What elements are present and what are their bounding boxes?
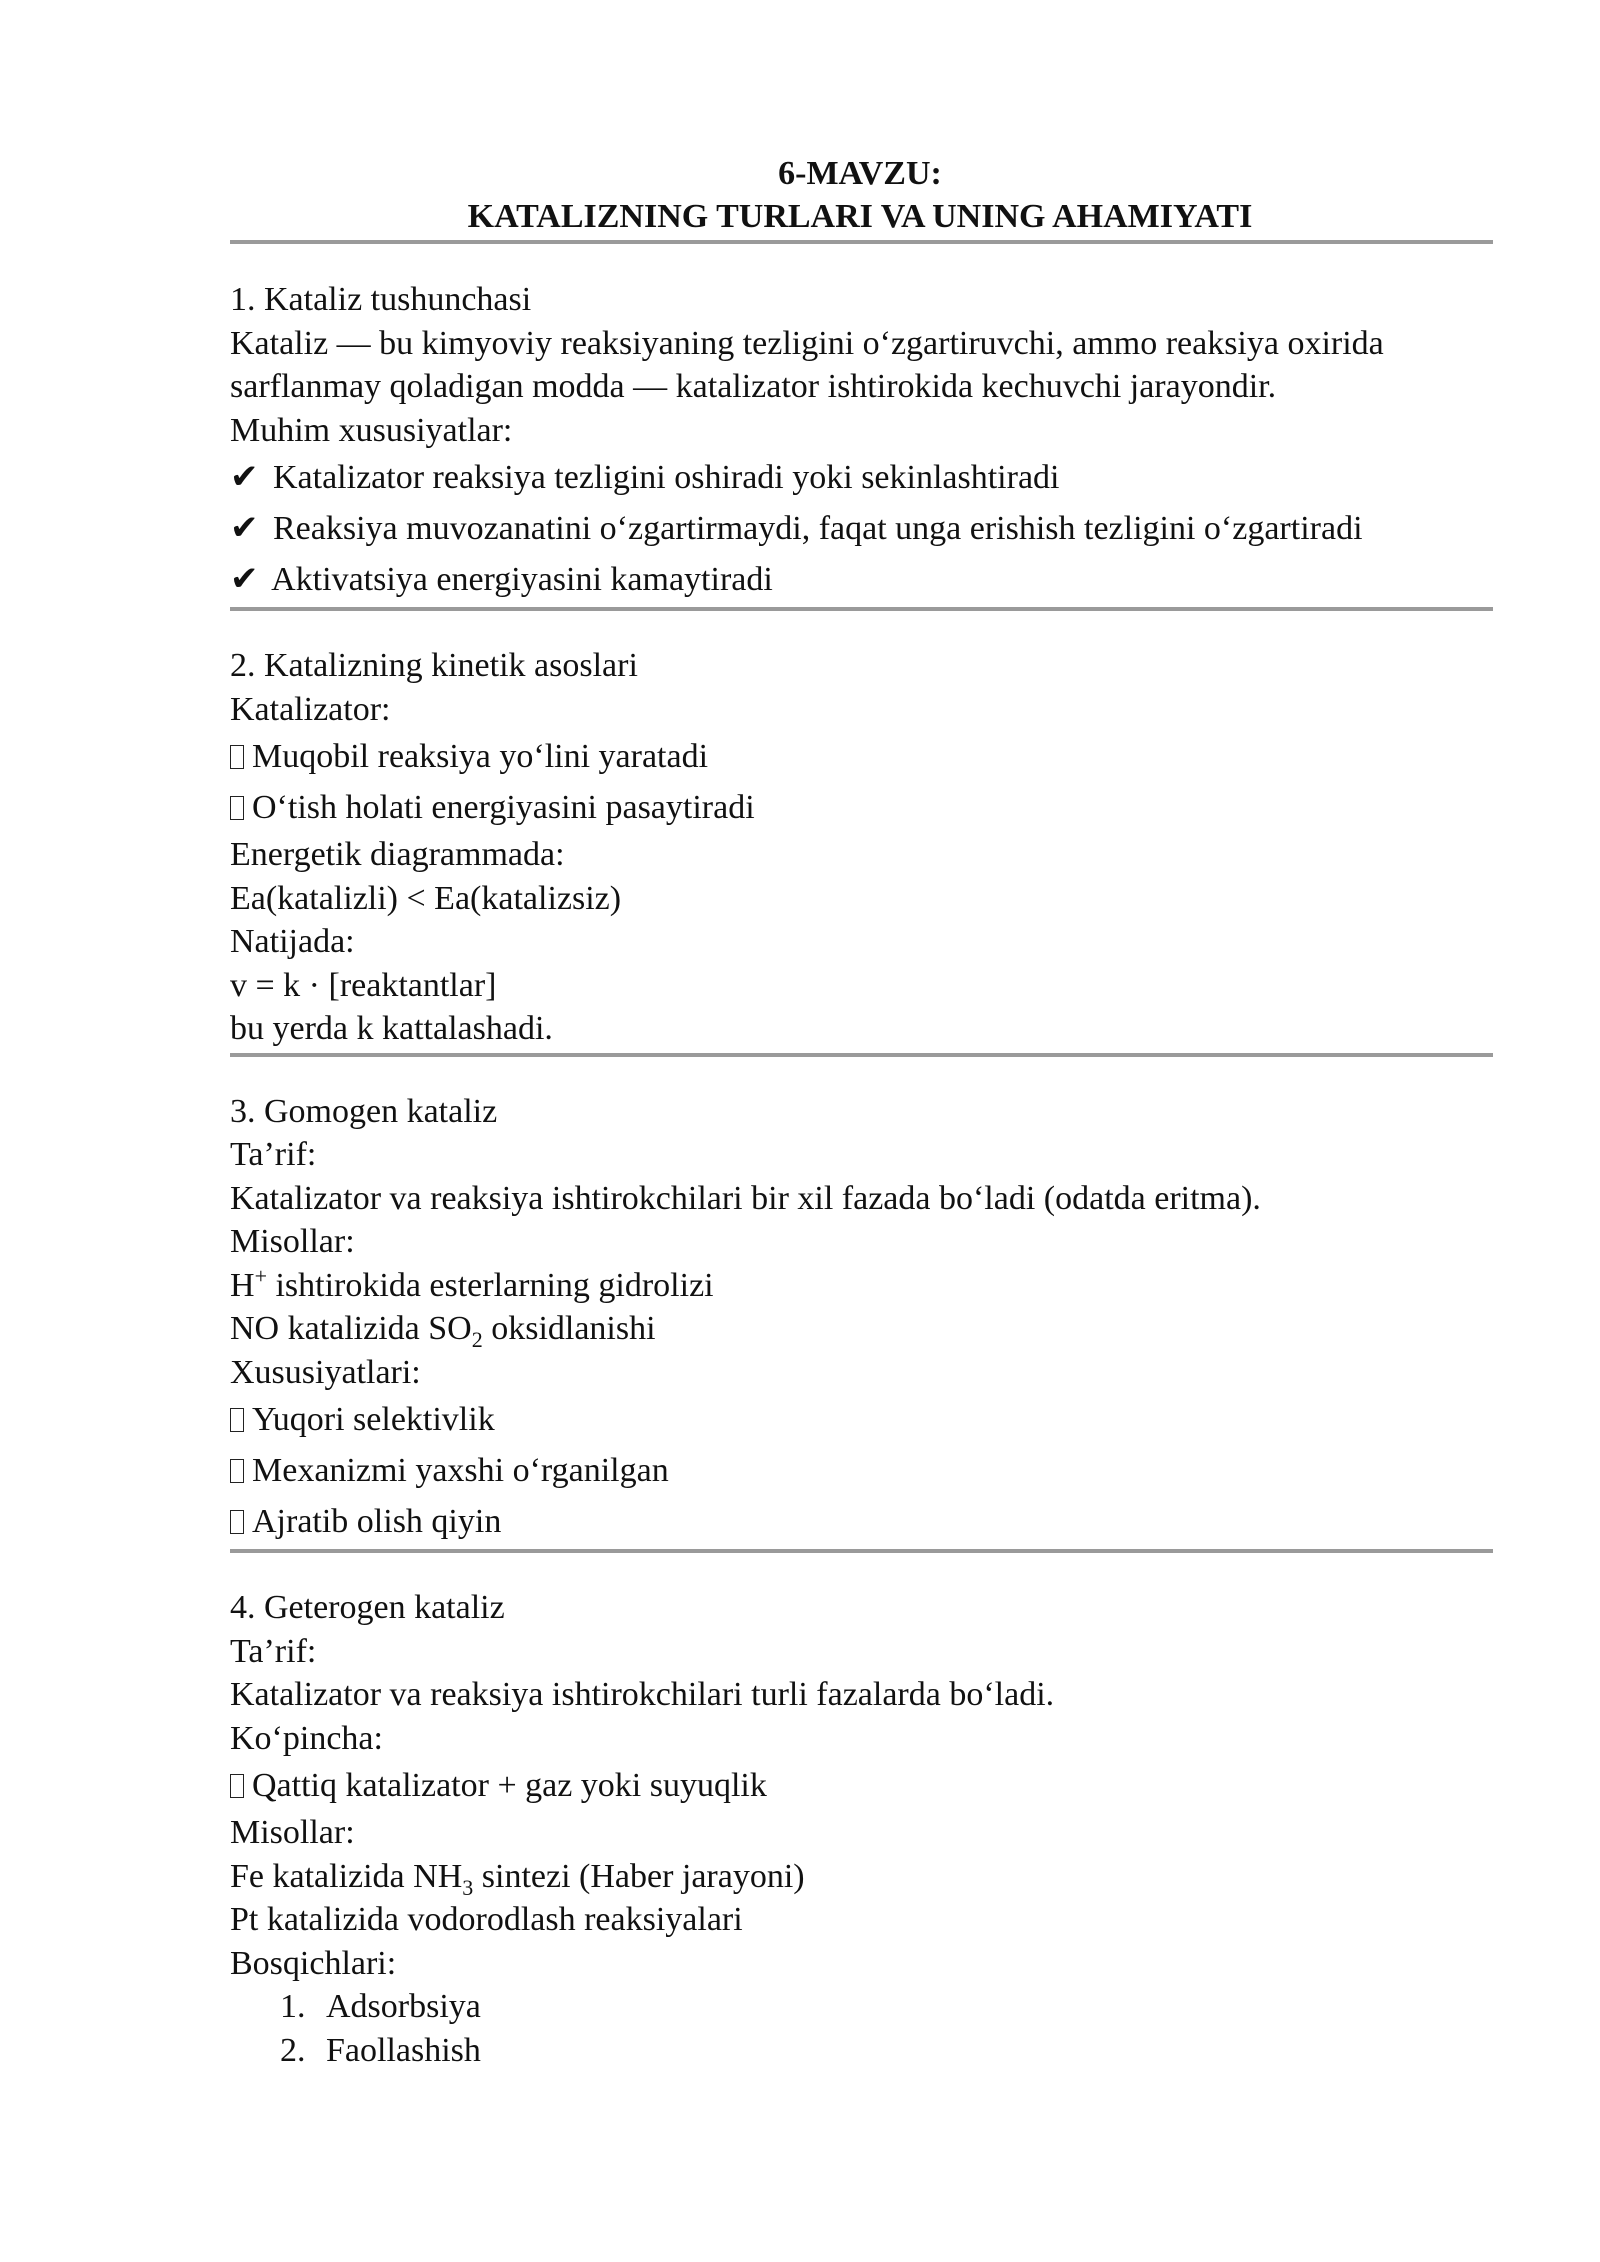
diagram-label: Energetik diagrammada: <box>230 836 565 873</box>
section-heading: 4. Geterogen kataliz <box>230 1589 505 1626</box>
section-divider <box>230 607 1493 611</box>
step-item: 2. Faollashish <box>280 2031 481 2069</box>
missing-glyph-icon <box>230 1774 244 1798</box>
check-bullet: ✔ Aktivatsiya energiyasini kamaytiradi <box>230 561 773 598</box>
box-bullet: Muqobil reaksiya yo‘lini yaratadi <box>230 731 1490 782</box>
result-label: Natijada: <box>230 923 355 960</box>
often-label: Ko‘pincha: <box>230 1719 383 1757</box>
check-bullet: ✔ Reaksiya muvozanatini o‘zgartirmaydi, faqat unga erishish tezligini o‘zgartiradi <box>230 510 1363 547</box>
section-geterogen-kataliz <box>230 1586 1490 2072</box>
section-heading: 3. Gomogen kataliz <box>230 1092 498 1130</box>
section-divider <box>230 1549 1493 1553</box>
examples-label: Misollar: <box>230 1223 355 1260</box>
check-icon: ✔ <box>230 459 259 496</box>
definition-text: Katalizator va reaksiya ishtirokchilari bir xil fazada bo‘ladi (odatda eritma). <box>230 1179 1261 1217</box>
example-item: H+ ishtirokida esterlarning gidrolizi <box>230 1263 714 1304</box>
example-item: Fe katalizida $NH_3$ sintezi (Haber jarayoni) <box>230 1857 805 1900</box>
section-gomogen-kataliz <box>230 1090 1490 1548</box>
section-kataliz-tushunchasi <box>230 278 1490 605</box>
example-item: NO katalizida $SO_2$ oksidlanishi <box>230 1310 656 1352</box>
document-content <box>230 152 1490 2072</box>
missing-glyph-icon <box>230 1408 244 1432</box>
missing-glyph-icon <box>230 745 244 769</box>
missing-glyph-icon <box>230 796 244 820</box>
rate-equation: v = k · [reaktantlar] <box>230 966 497 1004</box>
missing-glyph-icon <box>230 1510 244 1534</box>
section-divider <box>230 240 1493 244</box>
box-bullet: O‘tish holati energiyasini pasaytiradi <box>230 782 1490 833</box>
definition-label: Ta’rif: <box>230 1632 317 1670</box>
check-bullet: ✔ Katalizator reaksiya tezligini oshiradi yoki sekinlashtiradi <box>230 459 1060 496</box>
box-bullet: Qattiq katalizator + gaz yoki suyuqlik <box>230 1760 1490 1811</box>
examples-label: Misollar: <box>230 1814 355 1851</box>
box-bullet: Mexanizmi yaxshi o‘rganilgan <box>230 1445 1490 1496</box>
section-heading: 1. Kataliz tushunchasi <box>230 281 532 318</box>
topic-title: KATALIZNING TURLARI VA UNING AHAMIYATI <box>467 198 1253 235</box>
example-item: Pt katalizida vodorodlash reaksiyalari <box>230 1901 743 1938</box>
box-bullet: Ajratib olish qiyin <box>230 1496 1490 1547</box>
definition-text: Katalizator va reaksiya ishtirokchilari turli fazalarda bo‘ladi. <box>230 1676 1055 1713</box>
topic-number: 6-MAVZU: <box>778 155 942 192</box>
missing-glyph-icon <box>230 1459 244 1483</box>
definition-text: Kataliz — bu kimyoviy reaksiyaning tezligini o‘zgartiruvchi, ammo reaksiya oxirida sarflanmay qoladigan modda — katalizator ishtirokida kechuvchi jarayondir. <box>230 324 1384 405</box>
section-divider <box>230 1053 1493 1057</box>
check-icon: ✔ <box>230 561 259 598</box>
definition-label: Ta’rif: <box>230 1136 317 1173</box>
steps-list <box>230 1985 1490 2072</box>
section-kinetik-asoslar <box>230 644 1490 1051</box>
ea-relation: Ea(katalizli) < Ea(katalizsiz) <box>230 879 622 917</box>
properties-label: Xususiyatlari: <box>230 1353 421 1391</box>
box-bullet: Yuqori selektivlik <box>230 1394 1490 1445</box>
step-item: 1. Adsorbsiya <box>280 1988 481 2025</box>
result-note: bu yerda k kattalashadi. <box>230 1010 553 1047</box>
catalyst-label: Katalizator: <box>230 690 391 728</box>
check-icon: ✔ <box>230 510 259 547</box>
properties-label: Muhim xususiyatlar: <box>230 411 513 449</box>
section-heading: 2. Katalizning kinetik asoslari <box>230 647 638 684</box>
steps-label: Bosqichlari: <box>230 1944 397 1982</box>
